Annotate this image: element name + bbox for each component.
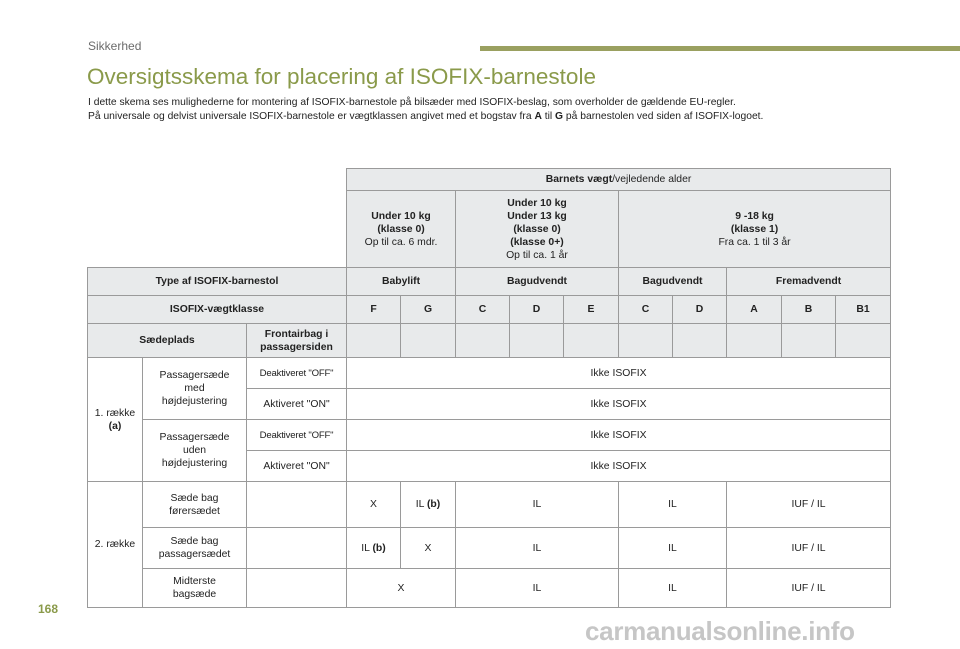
airbag-empty [247, 569, 347, 608]
seat-header-row [88, 324, 891, 358]
weight-group-3-line-3: Fra ca. 1 til 3 år [718, 236, 791, 248]
value-cell: X [347, 482, 401, 528]
airbag-off: Deaktiveret "OFF" [247, 420, 347, 451]
class-cell: D [510, 296, 564, 324]
watermark: carmanualsonline.info [585, 616, 855, 646]
weight-header [347, 169, 891, 191]
class-cell: A [727, 296, 782, 324]
airbag-on: Aktiveret "ON" [247, 451, 347, 482]
weight-group-1-line-3: Op til ca. 6 mdr. [364, 236, 438, 248]
weight-group-2-line-2: Under 13 kg [507, 210, 567, 222]
row2-label: 2. række [88, 482, 143, 608]
value-cell: X [401, 528, 456, 569]
class-cell: B1 [836, 296, 891, 324]
weight-group-2-line-4: (klasse 0+) [510, 236, 564, 248]
value-cell [347, 528, 401, 569]
rear-passenger-seat-line-2: passagersædet [158, 549, 231, 560]
value-cell [401, 482, 456, 528]
class-row [88, 296, 891, 324]
value-cell: IL [456, 482, 619, 528]
seat-label: Sædeplads [88, 324, 247, 358]
rear-passenger-seat-line-1: Sæde bag [170, 536, 219, 547]
value-cell: IL [619, 482, 727, 528]
value-il: IL [415, 499, 425, 510]
intro-text [88, 96, 918, 124]
airbag-label-line-1: Frontairbag i [264, 328, 329, 340]
class-label: ISOFIX-vægtklasse [88, 296, 347, 324]
weight-header-bold: Barnets vægt [545, 174, 613, 185]
class-cell: G [401, 296, 456, 324]
class-cell: F [347, 296, 401, 324]
seat-without-height [143, 420, 247, 482]
weight-header-rest: /vejledende alder [612, 174, 692, 185]
value-cell: IUF / IL [727, 528, 891, 569]
row1-label [88, 358, 143, 482]
intro-line-1: I dette skema ses mulighederne for montering af ISOFIX-barnestole på bilsæder med ISOFIX-beslag, som overholder de gældende EU-regler. [88, 97, 736, 108]
rear-driver-seat [143, 482, 247, 528]
airbag-off: Deaktiveret "OFF" [247, 358, 347, 389]
middle-seat-line-1: Midterste [173, 576, 216, 587]
seat-with-height-line-3: højdejustering [161, 396, 228, 407]
seat-with-height-line-2: med [184, 383, 205, 394]
weight-group-1-line-1: Under 10 kg [371, 210, 431, 222]
airbag-empty [247, 482, 347, 528]
isofix-table [87, 168, 891, 608]
table-row [88, 569, 891, 608]
weight-group-3-line-2: (klasse 1) [730, 223, 779, 235]
airbag-on: Aktiveret "ON" [247, 389, 347, 420]
value-cell: X [347, 569, 456, 608]
type-cell: Babylift [347, 268, 456, 296]
type-row [88, 268, 891, 296]
class-cell: D [673, 296, 727, 324]
not-isofix: Ikke ISOFIX [347, 358, 891, 389]
rear-driver-seat-line-1: Sæde bag [170, 492, 219, 504]
row1-label-text: 1. række [94, 407, 136, 419]
intro-letter-a: A [534, 111, 542, 122]
weight-group-1 [347, 191, 456, 268]
not-isofix: Ikke ISOFIX [347, 420, 891, 451]
intro-line-2-part-1: På universale og delvist universale ISOFIX-barnestole er vægtklassen angivet med et bogstav fra [88, 111, 535, 122]
airbag-empty [247, 528, 347, 569]
weight-group-2 [456, 191, 619, 268]
middle-seat-line-2: bagsæde [172, 589, 217, 600]
value-cell: IL [456, 528, 619, 569]
middle-seat [143, 569, 247, 608]
type-cell: Bagudvendt [456, 268, 619, 296]
table-row [88, 482, 891, 528]
value-cell: IUF / IL [727, 482, 891, 528]
table-row [88, 420, 891, 451]
weight-header-row [88, 169, 891, 191]
section-label: Sikkerhed [88, 39, 142, 53]
seat-without-height-line-3: højdejustering [161, 458, 228, 469]
value-cell: IUF / IL [727, 569, 891, 608]
weight-group-2-line-1: Under 10 kg [507, 197, 567, 209]
seat-without-height-line-2: uden [182, 445, 207, 456]
airbag-label [247, 324, 347, 358]
not-isofix: Ikke ISOFIX [347, 451, 891, 482]
weight-group-2-line-3: (klasse 0) [513, 223, 561, 235]
seat-with-height-line-1: Passagersæde [159, 370, 230, 381]
value-cell: IL [456, 569, 619, 608]
class-cell: C [619, 296, 673, 324]
value-note-b: (b) [426, 499, 441, 510]
type-label: Type af ISOFIX-barnestol [88, 268, 347, 296]
value-cell: IL [619, 569, 727, 608]
rear-passenger-seat [143, 528, 247, 569]
intro-line-2-part-3: på barnestolen ved siden af ISOFIX-logoet. [563, 111, 764, 122]
seat-without-height-line-1: Passagersæde [159, 432, 230, 443]
intro-letter-g: G [555, 111, 564, 122]
value-note-b: (b) [372, 542, 386, 554]
not-isofix: Ikke ISOFIX [347, 389, 891, 420]
table-row [88, 358, 891, 389]
rear-driver-seat-line-2: førersædet [169, 505, 220, 517]
weight-group-3-line-1: 9 -18 kg [735, 210, 774, 222]
type-cell: Bagudvendt [619, 268, 727, 296]
weight-group-1-line-2: (klasse 0) [377, 223, 425, 235]
class-cell: E [564, 296, 619, 324]
intro-line-2 [88, 110, 918, 124]
weight-group-3 [619, 191, 891, 268]
section-bar [480, 46, 960, 51]
intro-line-2-part-2: til [541, 111, 556, 122]
row1-note: (a) [108, 420, 122, 432]
airbag-label-line-2: passagersiden [260, 341, 333, 353]
page-title: Oversigtsskema for placering af ISOFIX-barnestole [87, 64, 596, 89]
class-cell: C [456, 296, 510, 324]
weight-group-2-line-5: Op til ca. 1 år [506, 249, 568, 261]
value-il: IL [361, 542, 370, 554]
seat-with-height [143, 358, 247, 420]
type-cell: Fremadvendt [727, 268, 891, 296]
page-number: 168 [38, 602, 59, 616]
class-cell: B [782, 296, 836, 324]
value-cell: IL [619, 528, 727, 569]
table-row [88, 528, 891, 569]
